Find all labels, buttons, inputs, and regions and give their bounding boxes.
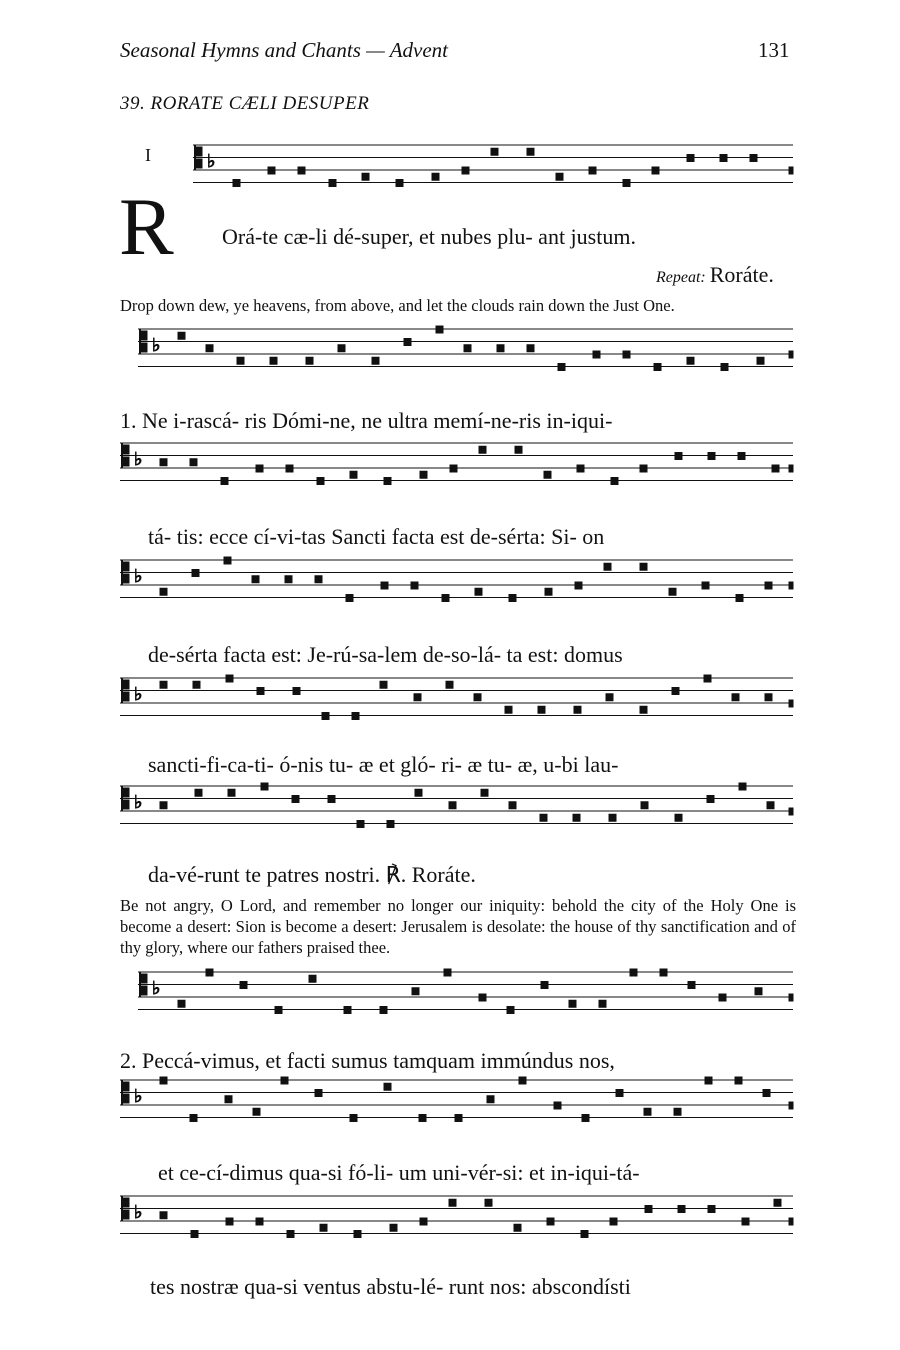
neume [252, 576, 259, 583]
neume [315, 1090, 322, 1097]
neume [640, 563, 647, 570]
neume [384, 478, 391, 485]
neume [765, 582, 772, 589]
neume [589, 167, 596, 174]
neume [581, 1231, 588, 1238]
neume [414, 694, 421, 701]
neume [160, 1212, 167, 1219]
neume [687, 357, 694, 364]
neume [481, 789, 488, 796]
neume [195, 789, 202, 796]
neume [257, 688, 264, 695]
flat-sign: ♭ [134, 566, 143, 587]
neume [449, 1199, 456, 1206]
neume [688, 982, 695, 989]
neume [287, 1231, 294, 1238]
neume [354, 1231, 361, 1238]
neume [736, 595, 743, 602]
drop-initial: R [119, 181, 174, 272]
neume [630, 969, 637, 976]
clef-mark [195, 147, 202, 156]
neume [306, 357, 313, 364]
lyric-line-verse1-3: de-sérta facta est: Je-rú-sa-lem de-so-lá- ta est: domus [148, 642, 623, 667]
neume [610, 1218, 617, 1225]
neume [735, 1077, 742, 1084]
neume [544, 471, 551, 478]
refrain-translation: Drop down dew, ye heavens, from above, and let the clouds rain down the Just One. [120, 296, 675, 315]
neume [509, 595, 516, 602]
neume [554, 1102, 561, 1109]
flat-sign: ♭ [134, 1086, 143, 1107]
neume [228, 789, 235, 796]
clef-mark [140, 986, 147, 995]
neume [362, 173, 369, 180]
clef-mark [122, 445, 129, 454]
neume [616, 1090, 623, 1097]
neume [514, 1224, 521, 1231]
neume [573, 814, 580, 821]
repeat-text: Roráte. [709, 262, 774, 287]
clef-mark [122, 1198, 129, 1207]
custos [789, 994, 793, 1001]
neume [708, 1206, 715, 1213]
neume [558, 364, 565, 371]
neume [160, 802, 167, 809]
neume [507, 1007, 514, 1014]
neume [178, 332, 185, 339]
neume [350, 471, 357, 478]
neume [160, 459, 167, 466]
neume [160, 588, 167, 595]
flat-sign: ♭ [134, 1202, 143, 1223]
clef-mark [122, 574, 129, 583]
clef-mark [140, 331, 147, 340]
lyric-line-verse2-1: 2. Peccá-vimus, et facti sumus tamquam immúndus nos, [120, 1048, 615, 1073]
neume [462, 167, 469, 174]
neume [446, 681, 453, 688]
neume [415, 789, 422, 796]
neume [652, 167, 659, 174]
neume [582, 1115, 589, 1122]
neume [298, 167, 305, 174]
neume [487, 1096, 494, 1103]
neume [474, 694, 481, 701]
neume [225, 1096, 232, 1103]
neume [702, 582, 709, 589]
clef-mark [122, 1094, 129, 1103]
mode-number: I [145, 145, 151, 165]
neume [411, 582, 418, 589]
neume [206, 345, 213, 352]
repeat-label: Repeat: [656, 269, 706, 286]
neume [739, 783, 746, 790]
neume [190, 459, 197, 466]
neume [190, 1115, 197, 1122]
neume [765, 694, 772, 701]
custos [789, 1218, 793, 1225]
flat-sign: ♭ [152, 978, 161, 999]
neume [527, 148, 534, 155]
neume [732, 694, 739, 701]
neume [192, 570, 199, 577]
clef-mark [122, 1082, 129, 1091]
neume [623, 180, 630, 187]
neume [485, 1199, 492, 1206]
neume [755, 988, 762, 995]
neume [346, 595, 353, 602]
neume [390, 1224, 397, 1231]
neume [541, 982, 548, 989]
neume [357, 821, 364, 828]
neume [611, 478, 618, 485]
neume [432, 173, 439, 180]
lyric-line-verse2-3: tes nostræ qua-si ventus abstu-lé- runt nos: abscondísti [150, 1274, 631, 1299]
page-number: 131 [758, 38, 790, 62]
clef-mark [140, 343, 147, 352]
flat-sign: ♭ [134, 684, 143, 705]
neume [253, 1108, 260, 1115]
neume [404, 339, 411, 346]
neume [545, 588, 552, 595]
neume [569, 1000, 576, 1007]
neume [707, 796, 714, 803]
flat-sign: ♭ [152, 335, 161, 356]
clef-mark [122, 680, 129, 689]
neume [412, 988, 419, 995]
neume [527, 345, 534, 352]
neume [641, 802, 648, 809]
neume [742, 1218, 749, 1225]
neume [763, 1090, 770, 1097]
neume [221, 478, 228, 485]
neume [281, 1077, 288, 1084]
neume [387, 821, 394, 828]
neume [315, 576, 322, 583]
neume [226, 1218, 233, 1225]
neume [497, 345, 504, 352]
neume [577, 465, 584, 472]
neume [654, 364, 661, 371]
neume [396, 180, 403, 187]
neume [442, 595, 449, 602]
neume [270, 357, 277, 364]
neume [449, 802, 456, 809]
neume [455, 1115, 462, 1122]
neume [233, 180, 240, 187]
neume [640, 706, 647, 713]
clef-mark [140, 974, 147, 983]
neume [687, 155, 694, 162]
neume [750, 155, 757, 162]
neume [479, 446, 486, 453]
neume [540, 814, 547, 821]
clef-mark [122, 457, 129, 466]
lyric-line-refrain: Orá-te cæ-li dé-super, et nubes plu- ant justum. [222, 224, 636, 249]
neume [757, 357, 764, 364]
flat-sign: ♭ [207, 151, 216, 172]
neume [704, 675, 711, 682]
verse1-translation: Be not angry, O Lord, and remember no longer our iniquity: behold the city of the Holy One is become a desert: Sion is become a desert: Jerusalem is desolate: the house of thy sanctification and of thy glory, where our fathers praised thee. [120, 896, 796, 957]
neume [226, 675, 233, 682]
clef-mark [122, 692, 129, 701]
neume [574, 706, 581, 713]
neume [256, 465, 263, 472]
neume [606, 694, 613, 701]
lyric-line-verse1-4: sancti-fi-ca-ti- ó-nis tu- æ et gló- ri- æ tu- æ, u-bi lau- [148, 752, 619, 777]
neume [329, 180, 336, 187]
neume [604, 563, 611, 570]
neume [436, 326, 443, 333]
clef-mark [195, 159, 202, 168]
neume [645, 1206, 652, 1213]
neume [623, 351, 630, 358]
lyric-line-verse1-2: tá- tis: ecce cí-vi-tas Sancti facta est de-sérta: Si- on [148, 524, 605, 549]
lyric-line-verse2-2: et ce-cí-dimus qua-si fó-li- um uni-vér-si: et in-iqui-tá- [158, 1160, 640, 1185]
neume [720, 155, 727, 162]
neume [384, 1083, 391, 1090]
neume [286, 465, 293, 472]
neume [160, 1077, 167, 1084]
neume [721, 364, 728, 371]
clef-mark [122, 1210, 129, 1219]
neume [738, 453, 745, 460]
neume [224, 557, 231, 564]
neume [317, 478, 324, 485]
neume [519, 1077, 526, 1084]
neume [293, 688, 300, 695]
running-header-title: Seasonal Hymns and Chants — Advent [120, 38, 449, 62]
flat-sign: ♭ [134, 449, 143, 470]
neume [509, 802, 516, 809]
neume [547, 1218, 554, 1225]
neume [678, 1206, 685, 1213]
neume [774, 1199, 781, 1206]
neume [675, 453, 682, 460]
clef-mark [122, 788, 129, 797]
neume [479, 994, 486, 1001]
neume [660, 969, 667, 976]
neume [350, 1115, 357, 1122]
custos [789, 1102, 793, 1109]
neume [320, 1224, 327, 1231]
neume [475, 588, 482, 595]
neume [381, 582, 388, 589]
neume [309, 975, 316, 982]
neume [644, 1108, 651, 1115]
neume [444, 969, 451, 976]
neume [575, 582, 582, 589]
neume [261, 783, 268, 790]
neume [674, 1108, 681, 1115]
repeat-instruction [656, 262, 774, 288]
clef-mark [122, 562, 129, 571]
neume [538, 706, 545, 713]
custos [789, 582, 793, 589]
neume [206, 969, 213, 976]
neume [450, 465, 457, 472]
neume [505, 706, 512, 713]
neume [599, 1000, 606, 1007]
neume [672, 688, 679, 695]
neume [191, 1231, 198, 1238]
custos [789, 808, 793, 815]
neume [705, 1077, 712, 1084]
flat-sign: ♭ [134, 792, 143, 813]
neume [669, 588, 676, 595]
neume [380, 1007, 387, 1014]
neume [675, 814, 682, 821]
neume [772, 465, 779, 472]
neume [593, 351, 600, 358]
neume [420, 1218, 427, 1225]
neume [491, 148, 498, 155]
neume [193, 681, 200, 688]
neume [322, 713, 329, 720]
neume [419, 1115, 426, 1122]
neume [178, 1000, 185, 1007]
lyric-line-verse1-1: 1. Ne i-rascá- ris Dómi-ne, ne ultra memí-ne-ris in-iqui- [120, 408, 613, 433]
neume [515, 446, 522, 453]
neume [268, 167, 275, 174]
neume [380, 681, 387, 688]
neume [464, 345, 471, 352]
neume [237, 357, 244, 364]
custos [789, 167, 793, 174]
custos [789, 351, 793, 358]
lyric-line-verse1-5: da-vé-runt te patres nostri. ℟. Roráte. [148, 862, 476, 887]
neume [338, 345, 345, 352]
neume [767, 802, 774, 809]
neume [640, 465, 647, 472]
neume [556, 173, 563, 180]
neume [352, 713, 359, 720]
custos [789, 700, 793, 707]
neume [240, 982, 247, 989]
neume [420, 471, 427, 478]
neume [372, 357, 379, 364]
chant-title: 39. RORATE CÆLI DESUPER [120, 93, 370, 114]
neume [719, 994, 726, 1001]
neume [609, 814, 616, 821]
neume [285, 576, 292, 583]
custos [789, 465, 793, 472]
neume [344, 1007, 351, 1014]
neume [160, 681, 167, 688]
neume [292, 796, 299, 803]
neume [328, 796, 335, 803]
neume [275, 1007, 282, 1014]
clef-mark [122, 800, 129, 809]
neume [256, 1218, 263, 1225]
neume [708, 453, 715, 460]
